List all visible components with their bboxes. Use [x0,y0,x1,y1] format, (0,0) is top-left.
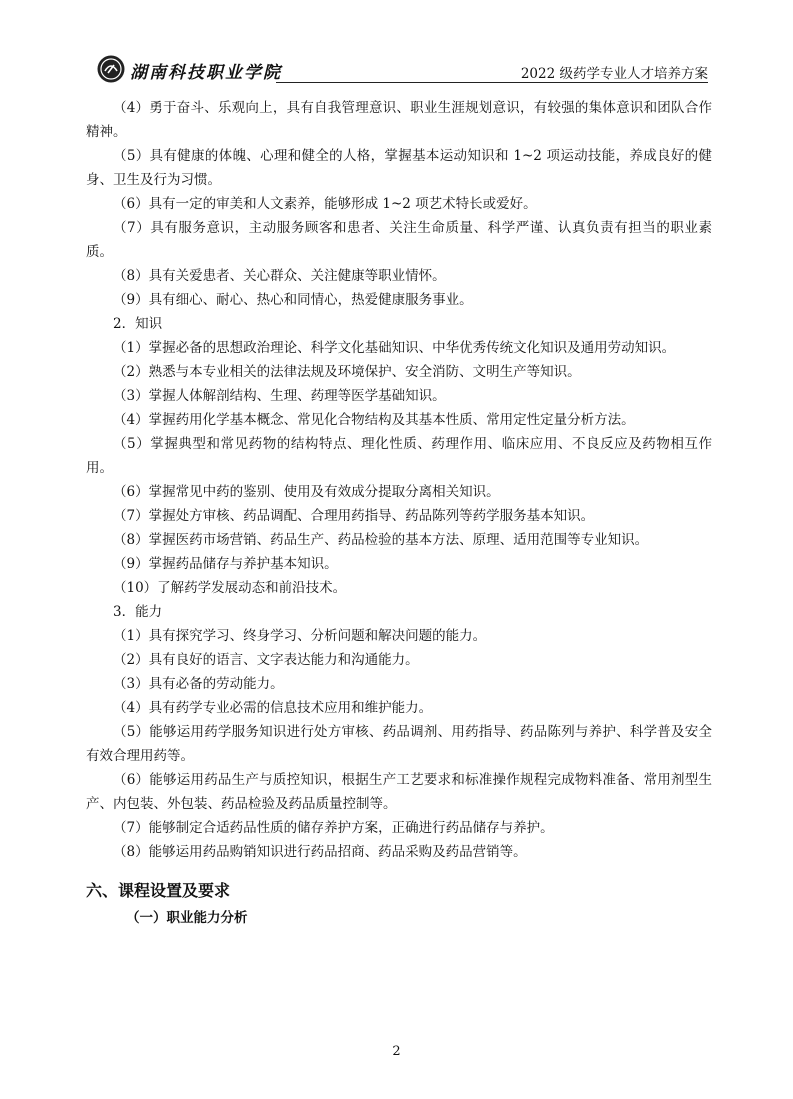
list-item: （7）掌握处方审核、药品调配、合理用药指导、药品陈列等药学服务基本知识。 [113,508,595,524]
list-item: （4）具有药学专业必需的信息技术应用和维护能力。 [113,700,433,716]
list-item: （7）具有服务意识，主动服务顾客和患者、关注生命质量、科学严谨、认真负责有担当的职业素质。 [86,220,712,260]
list-item: （4）掌握药用化学基本概念、常见化合物结构及其基本性质、常用定性定量分析方法。 [113,412,635,428]
school-logo-text: 湖南科技职业学院 [130,63,282,83]
list-item: （6）能够运用药品生产与质控知识，根据生产工艺要求和标准操作规程完成物料准备、常用剂型生产、内包装、外包装、药品检验及药品质量控制等。 [86,772,712,812]
page-body [86,96,712,930]
list-item: （6）具有一定的审美和人文素养，能够形成 1~2 项艺术特长或爱好。 [113,196,537,212]
list-item: （8）具有关爱患者、关心群众、关注健康等职业情怀。 [113,268,446,284]
ability-list [86,624,712,864]
list-item: （1）具有探究学习、终身学习、分析问题和解决问题的能力。 [113,628,487,644]
list-item: （3）掌握人体解剖结构、生理、药理等医学基础知识。 [113,388,446,404]
list-item: （2）具有良好的语言、文字表达能力和沟通能力。 [113,652,419,668]
list-item: （7）能够制定合适药品性质的储存养护方案，正确进行药品储存与养护。 [113,820,554,836]
list-item: （6）掌握常见中药的鉴别、使用及有效成分提取分离相关知识。 [113,484,500,500]
list-item: （9）掌握药品储存与养护基本知识。 [113,556,338,572]
page-number: 2 [392,1044,401,1059]
header-divider [276,82,708,83]
section-title: 六、课程设置及要求 [86,881,231,900]
list-item: （9）具有细心、耐心、热心和同情心，热爱健康服务事业。 [113,292,473,308]
quality-list [86,96,712,312]
list-item: （8）能够运用药品购销知识进行药品招商、药品采购及药品营销等。 [113,844,527,860]
knowledge-list [86,336,712,600]
list-item: （5）掌握典型和常见药物的结构特点、理化性质、药理作用、临床应用、不良反应及药物相互作用。 [86,436,712,476]
list-item: （2）熟悉与本专业相关的法律法规及环境保护、安全消防、文明生产等知识。 [113,364,581,380]
ability-heading: 3．能力 [113,604,163,620]
list-item: （5）能够运用药学服务知识进行处方审核、药品调剂、用药指导、药品陈列与养护、科学普及安全有效合理用药等。 [86,724,712,764]
list-item: （8）掌握医药市场营销、药品生产、药品检验的基本方法、原理、适用范围等专业知识。 [113,532,649,548]
page-header [96,52,708,88]
school-emblem-icon [96,54,126,84]
list-item: （5）具有健康的体魄、心理和健全的人格，掌握基本运动知识和 1~2 项运动技能，养成良好的健身、卫生及行为习惯。 [86,148,712,188]
list-item: （4）勇于奋斗、乐观向上，具有自我管理意识、职业生涯规划意识，有较强的集体意识和团队合作精神。 [86,100,712,140]
subsection-title: （一）职业能力分析 [126,910,248,926]
list-item: （10）了解药学发展动态和前沿技术。 [113,580,347,596]
knowledge-heading: 2．知识 [113,316,163,332]
list-item: （1）掌握必备的思想政治理论、科学文化基础知识、中华优秀传统文化知识及通用劳动知识。 [113,340,676,356]
list-item: （3）具有必备的劳动能力。 [113,676,284,692]
document-title: 2022 级药学专业人才培养方案 [520,66,708,82]
